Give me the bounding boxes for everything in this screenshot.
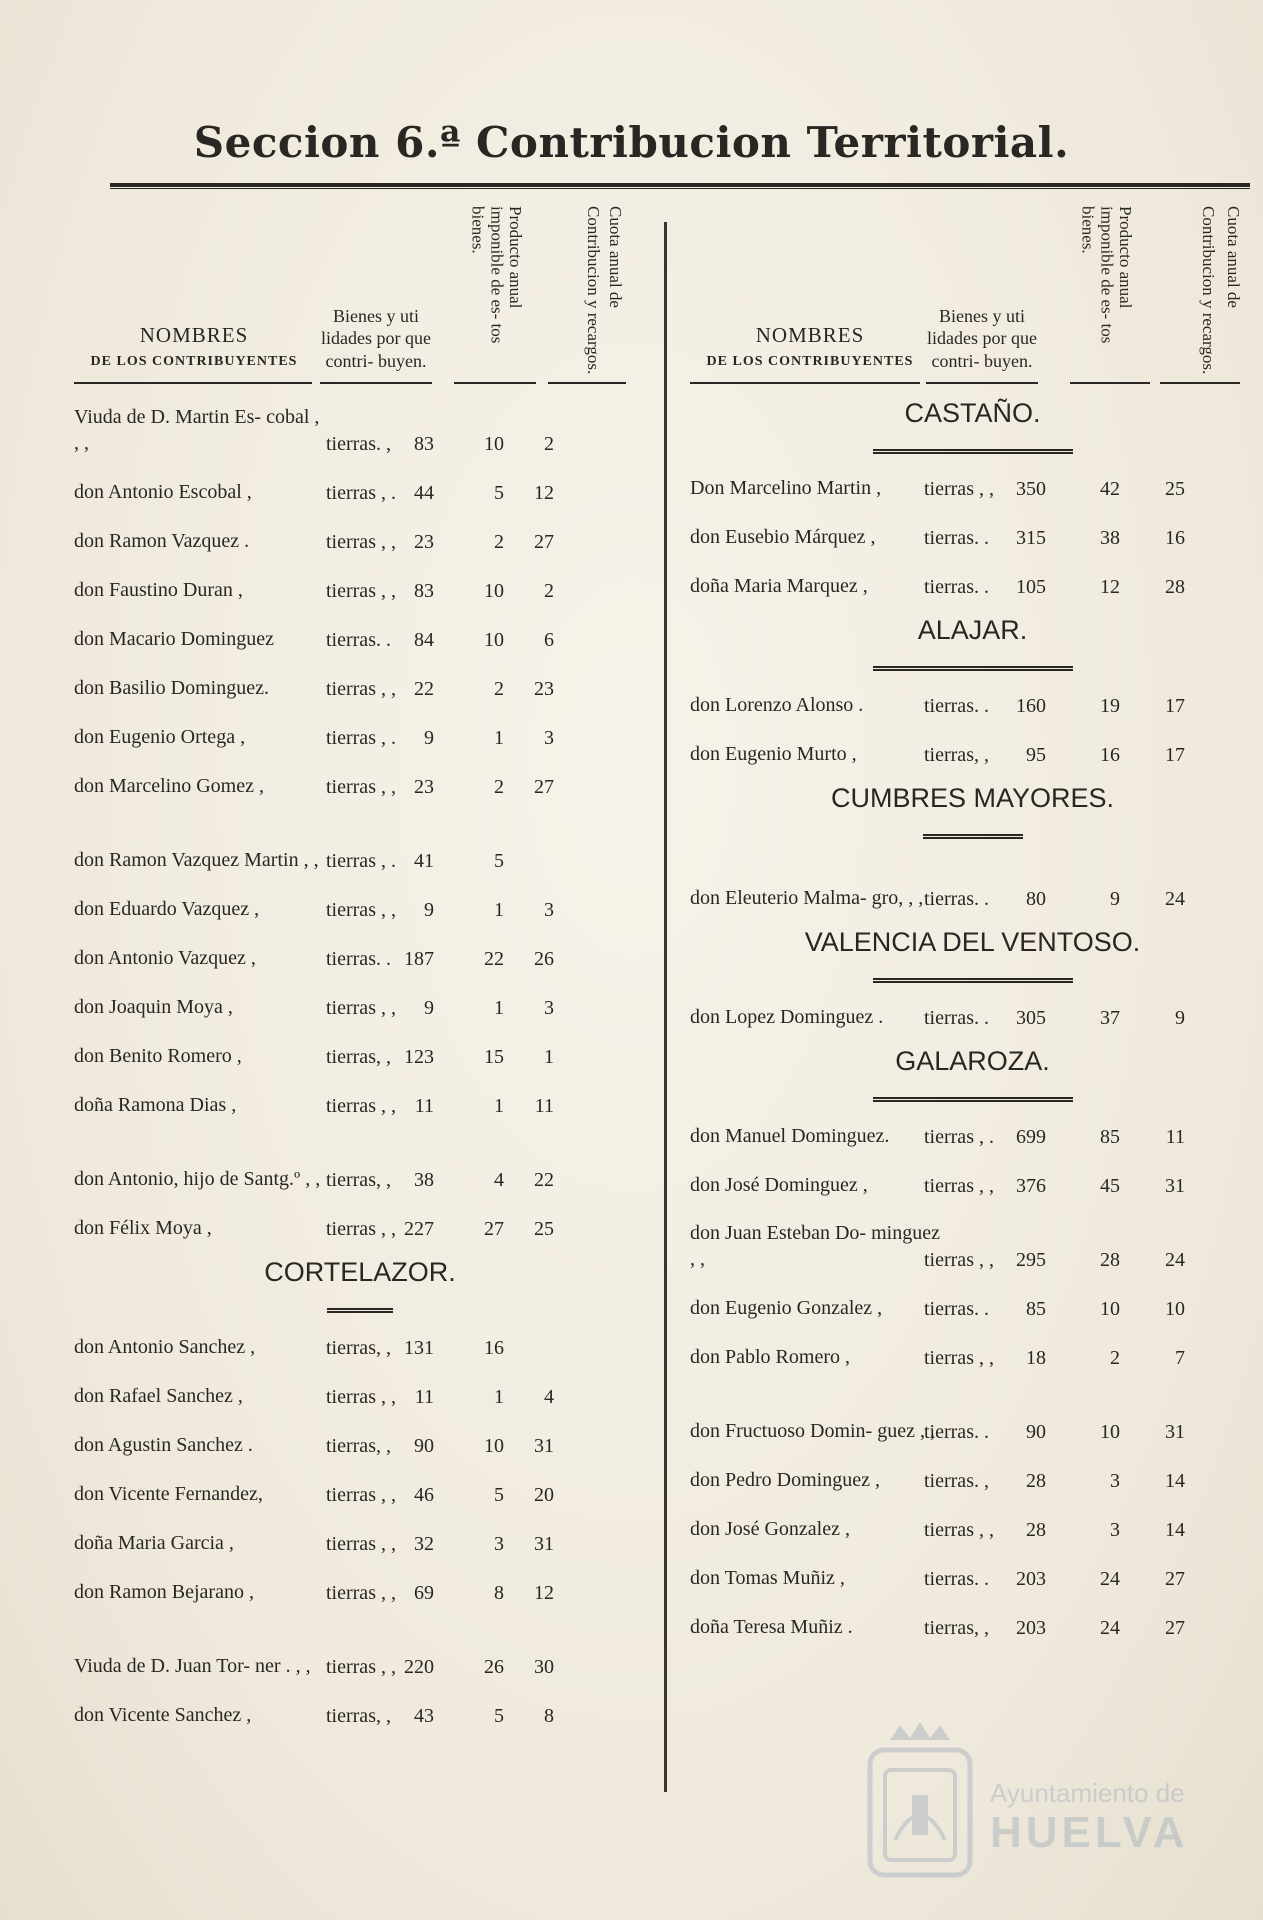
bienes-cell: tierras. , bbox=[326, 433, 391, 455]
producto-cell: 32 bbox=[414, 1533, 434, 1555]
table-row bbox=[690, 1206, 1255, 1280]
bienes-cell: tierras , . bbox=[326, 727, 396, 749]
contribucion-cell: 45 bbox=[1100, 1175, 1120, 1197]
producto-cell: 160 bbox=[1016, 695, 1046, 717]
producto-cell: 203 bbox=[1016, 1617, 1046, 1639]
cuota-cell: 28 bbox=[1165, 576, 1185, 598]
table-row bbox=[690, 1157, 1255, 1206]
contribucion-cell: 10 bbox=[484, 629, 504, 651]
contributor-name: don Antonio, hijo de Santg.º , , bbox=[74, 1168, 321, 1190]
producto-cell: 28 bbox=[1026, 1470, 1046, 1492]
producto-cell: 350 bbox=[1016, 478, 1046, 500]
cuota-cell: 11 bbox=[534, 1095, 554, 1117]
contribucion-cell: 85 bbox=[1100, 1126, 1120, 1148]
contributor-name: Viuda de D. Juan Tor- ner . , , bbox=[74, 1655, 311, 1677]
bienes-cell: tierras , , bbox=[326, 1386, 396, 1408]
coat-of-arms-icon bbox=[860, 1720, 980, 1885]
cuota-cell: 4 bbox=[544, 1386, 554, 1408]
bienes-cell: tierras , , bbox=[326, 1218, 396, 1240]
bienes-cell: tierras, , bbox=[924, 1617, 989, 1639]
cuota-cell: 23 bbox=[534, 678, 554, 700]
bienes-cell: tierras , , bbox=[924, 478, 994, 500]
contributor-name: don Manuel Dominguez. bbox=[690, 1125, 890, 1147]
bienes-cell: tierras, , bbox=[326, 1169, 391, 1191]
contributor-name: don Eduardo Vazquez , bbox=[74, 898, 260, 920]
producto-cell: 44 bbox=[414, 482, 434, 504]
cuota-cell: 20 bbox=[534, 1484, 554, 1506]
contributor-name: don Lorenzo Alonso . bbox=[690, 694, 864, 716]
producto-cell: 90 bbox=[414, 1435, 434, 1457]
section-cortelazor: CORTELAZOR. bbox=[74, 1249, 646, 1319]
cuota-header: Cuota anual de bbox=[606, 206, 625, 308]
cuota-cell: 24 bbox=[1165, 888, 1185, 910]
bienes-cell: tierras , , bbox=[924, 1175, 994, 1197]
contributor-name: don Macario Dominguez bbox=[74, 628, 274, 650]
bienes-cell: tierras , , bbox=[326, 1533, 396, 1555]
right-rows bbox=[690, 390, 1255, 1648]
contribucion-cell: 2 bbox=[1110, 1347, 1120, 1369]
contribucion-cell: 2 bbox=[494, 776, 504, 798]
producto-cell: 69 bbox=[414, 1582, 434, 1604]
names-header: NOMBRES DE LOS CONTRIBUYENTES bbox=[706, 322, 914, 369]
table-row bbox=[74, 1417, 646, 1466]
cuota-cell: 16 bbox=[1165, 527, 1185, 549]
huelva-watermark: Ayuntamiento de HUELVA bbox=[860, 1720, 1200, 1890]
bienes-cell: tierras , , bbox=[326, 1484, 396, 1506]
cuota-cell: 27 bbox=[1165, 1617, 1185, 1639]
contributor-name: don Ramon Bejarano , bbox=[74, 1581, 254, 1603]
table-row bbox=[74, 1028, 646, 1077]
producto-cell: 41 bbox=[414, 850, 434, 872]
cuota-cell: 31 bbox=[534, 1435, 554, 1457]
cuota-cell: 25 bbox=[534, 1218, 554, 1240]
cuota-cell: 10 bbox=[1165, 1298, 1185, 1320]
bienes-cell: tierras , , bbox=[924, 1519, 994, 1541]
bienes-header: Bienes y uti lidades por que contri- buyen. bbox=[321, 305, 431, 371]
bienes-cell: tierras. . bbox=[924, 576, 989, 598]
contribucion-cell: 37 bbox=[1100, 1007, 1120, 1029]
left-rows bbox=[74, 390, 646, 1249]
table-row bbox=[690, 1599, 1255, 1648]
contributor-name: don Antonio Vazquez , bbox=[74, 947, 256, 969]
table-row bbox=[74, 881, 646, 930]
table-row bbox=[74, 513, 646, 562]
producto-cell: 38 bbox=[414, 1169, 434, 1191]
contributor-name: don Eugenio Ortega , bbox=[74, 726, 246, 748]
bienes-cell: tierras, , bbox=[326, 1046, 391, 1068]
contributor-name: don José Dominguez , bbox=[690, 1174, 868, 1196]
producto-cell: 83 bbox=[414, 580, 434, 602]
table-row bbox=[74, 562, 646, 611]
bienes-cell: tierras , , bbox=[326, 1656, 396, 1678]
left-column bbox=[74, 200, 646, 1736]
contribucion-cell: 3 bbox=[1110, 1470, 1120, 1492]
table-row bbox=[690, 726, 1255, 775]
producto-cell: 90 bbox=[1026, 1421, 1046, 1443]
bienes-cell: tierras, , bbox=[326, 1705, 391, 1727]
producto-cell: 295 bbox=[1016, 1249, 1046, 1271]
producto-cell: 9 bbox=[424, 997, 434, 1019]
table-row bbox=[74, 660, 646, 709]
bienes-cell: tierras. . bbox=[924, 888, 989, 910]
cuota-cell: 2 bbox=[544, 580, 554, 602]
contributor-name: don Eusebio Márquez , bbox=[690, 526, 876, 548]
contributor-name: don Rafael Sanchez , bbox=[74, 1385, 243, 1407]
bienes-cell: tierras. , bbox=[924, 1470, 989, 1492]
contributor-name: don Ramon Vazquez Martin , , bbox=[74, 849, 319, 871]
contribucion-cell: 42 bbox=[1100, 478, 1120, 500]
producto-cell: 376 bbox=[1016, 1175, 1046, 1197]
contributor-name: don Antonio Sanchez , bbox=[74, 1336, 256, 1358]
producto-cell: 18 bbox=[1026, 1347, 1046, 1369]
table-row bbox=[74, 1466, 646, 1515]
contributor-name: don Pedro Dominguez , bbox=[690, 1469, 880, 1491]
table-row bbox=[690, 1501, 1255, 1550]
table-row bbox=[690, 989, 1255, 1038]
contributor-name: don Juan Esteban Do- minguez , , bbox=[690, 1222, 940, 1270]
cuota-cell: 31 bbox=[1165, 1421, 1185, 1443]
table-row bbox=[74, 464, 646, 513]
contributor-name: don Basilio Dominguez. bbox=[74, 677, 269, 699]
bienes-cell: tierras , , bbox=[326, 899, 396, 921]
bienes-cell: tierras , . bbox=[924, 1126, 994, 1148]
bienes-cell: tierras , , bbox=[326, 1095, 396, 1117]
producto-cell: 84 bbox=[414, 629, 434, 651]
bienes-cell: tierras. . bbox=[326, 948, 391, 970]
contributor-name: don Tomas Muñiz , bbox=[690, 1567, 845, 1589]
contribucion-cell: 15 bbox=[484, 1046, 504, 1068]
bienes-cell: tierras , , bbox=[326, 1582, 396, 1604]
bienes-cell: tierras , , bbox=[326, 580, 396, 602]
contribucion-cell: 10 bbox=[484, 580, 504, 602]
producto-cell: 9 bbox=[424, 899, 434, 921]
table-row bbox=[74, 390, 646, 464]
cuota-cell: 11 bbox=[1165, 1126, 1185, 1148]
table-row bbox=[690, 677, 1255, 726]
producto-cell: 305 bbox=[1016, 1007, 1046, 1029]
bienes-cell: tierras, , bbox=[326, 1435, 391, 1457]
contribucion-cell: 10 bbox=[1100, 1298, 1120, 1320]
table-header bbox=[74, 200, 646, 390]
cuota-cell: 3 bbox=[544, 899, 554, 921]
bienes-cell: tierras. . bbox=[924, 695, 989, 717]
table-row bbox=[74, 1564, 646, 1613]
producto-cell: 43 bbox=[414, 1705, 434, 1727]
bienes-cell: tierras, , bbox=[326, 1337, 391, 1359]
bienes-cell: tierras , . bbox=[326, 850, 396, 872]
table-row bbox=[74, 930, 646, 979]
contributor-name: Don Marcelino Martin , bbox=[690, 477, 882, 499]
contribucion-cell: 38 bbox=[1100, 527, 1120, 549]
contrib-header: Contribucion y recargos. bbox=[584, 206, 603, 375]
producto-header: Producto anual imponible de es- tos bienes. bbox=[1078, 206, 1135, 344]
contributor-name: don Marcelino Gomez , bbox=[74, 775, 264, 797]
table-header bbox=[690, 200, 1255, 390]
contribucion-cell: 5 bbox=[494, 482, 504, 504]
contribucion-cell: 4 bbox=[494, 1169, 504, 1191]
contribucion-cell: 5 bbox=[494, 1705, 504, 1727]
cuota-cell: 14 bbox=[1165, 1519, 1185, 1541]
contribucion-cell: 26 bbox=[484, 1656, 504, 1678]
bienes-cell: tierras , , bbox=[326, 997, 396, 1019]
producto-cell: 11 bbox=[414, 1386, 434, 1408]
contribucion-cell: 24 bbox=[1100, 1617, 1120, 1639]
table-row bbox=[74, 709, 646, 758]
contributor-name: don Eugenio Gonzalez , bbox=[690, 1297, 883, 1319]
bienes-cell: tierras , , bbox=[326, 776, 396, 798]
cuota-cell: 27 bbox=[534, 776, 554, 798]
left-rows-cortelazor bbox=[74, 1319, 646, 1736]
producto-cell: 85 bbox=[1026, 1298, 1046, 1320]
right-column bbox=[690, 200, 1255, 1648]
producto-cell: 28 bbox=[1026, 1519, 1046, 1541]
cuota-cell: 17 bbox=[1165, 744, 1185, 766]
contributor-name: don Benito Romero , bbox=[74, 1045, 242, 1067]
section-heading: CASTAÑO. bbox=[690, 390, 1255, 460]
producto-cell: 22 bbox=[414, 678, 434, 700]
producto-cell: 315 bbox=[1016, 527, 1046, 549]
contribucion-cell: 1 bbox=[494, 1386, 504, 1408]
cuota-cell: 22 bbox=[534, 1169, 554, 1191]
contribucion-cell: 9 bbox=[1110, 888, 1120, 910]
table-row bbox=[74, 1368, 646, 1417]
contribucion-cell: 2 bbox=[494, 531, 504, 553]
table-row bbox=[74, 758, 646, 807]
cuota-cell: 25 bbox=[1165, 478, 1185, 500]
producto-cell: 46 bbox=[414, 1484, 434, 1506]
contribucion-cell: 1 bbox=[494, 997, 504, 1019]
producto-cell: 9 bbox=[424, 727, 434, 749]
table-row bbox=[74, 979, 646, 1028]
cuota-cell: 14 bbox=[1165, 1470, 1185, 1492]
contribucion-cell: 1 bbox=[494, 899, 504, 921]
contributor-name: don Pablo Romero , bbox=[690, 1346, 850, 1368]
contribucion-cell: 2 bbox=[494, 678, 504, 700]
contributor-name: don Lopez Dominguez . bbox=[690, 1006, 884, 1028]
title-rule bbox=[110, 183, 1250, 189]
producto-cell: 23 bbox=[414, 531, 434, 553]
cuota-cell: 31 bbox=[1165, 1175, 1185, 1197]
contributor-name: don Félix Moya , bbox=[74, 1217, 212, 1239]
bienes-cell: tierras , , bbox=[924, 1249, 994, 1271]
contribucion-cell: 5 bbox=[494, 850, 504, 872]
producto-cell: 227 bbox=[404, 1218, 434, 1240]
cuota-cell: 3 bbox=[544, 997, 554, 1019]
cuota-cell: 27 bbox=[1165, 1568, 1185, 1590]
contributor-name: don Vicente Fernandez, bbox=[74, 1483, 263, 1505]
producto-cell: 23 bbox=[414, 776, 434, 798]
cuota-cell: 31 bbox=[534, 1533, 554, 1555]
contribucion-cell: 1 bbox=[494, 727, 504, 749]
cuota-header: Cuota anual de bbox=[1224, 206, 1243, 308]
cuota-cell: 6 bbox=[544, 629, 554, 651]
producto-cell: 131 bbox=[404, 1337, 434, 1359]
table-row bbox=[690, 1108, 1255, 1157]
contribucion-cell: 27 bbox=[484, 1218, 504, 1240]
contributor-name: Viuda de D. Martin Es- cobal , , , bbox=[74, 406, 320, 454]
table-row bbox=[74, 1687, 646, 1736]
contributor-name: don Antonio Escobal , bbox=[74, 481, 252, 503]
bienes-cell: tierras. . bbox=[924, 527, 989, 549]
contribucion-cell: 3 bbox=[494, 1533, 504, 1555]
producto-cell: 203 bbox=[1016, 1568, 1046, 1590]
table-row bbox=[690, 845, 1255, 919]
table-row bbox=[74, 1126, 646, 1200]
section-heading: VALENCIA DEL VENTOSO. bbox=[690, 919, 1255, 989]
contribucion-cell: 10 bbox=[484, 1435, 504, 1457]
section-heading: CUMBRES MAYORES. bbox=[690, 775, 1255, 845]
bienes-cell: tierras. . bbox=[326, 629, 391, 651]
cuota-cell: 7 bbox=[1175, 1347, 1185, 1369]
table-row bbox=[74, 1515, 646, 1564]
contribucion-cell: 1 bbox=[494, 1095, 504, 1117]
table-row bbox=[690, 1452, 1255, 1501]
bienes-cell: tierras. . bbox=[924, 1568, 989, 1590]
cuota-cell: 17 bbox=[1165, 695, 1185, 717]
contributor-name: doña Maria Marquez , bbox=[690, 575, 868, 597]
contribucion-cell: 16 bbox=[484, 1337, 504, 1359]
table-row bbox=[690, 509, 1255, 558]
contrib-header: Contribucion y recargos. bbox=[1199, 206, 1218, 375]
contributor-name: don Fructuoso Domin- guez , , bbox=[690, 1420, 935, 1442]
column-divider bbox=[664, 222, 667, 1792]
contribucion-cell: 10 bbox=[1100, 1421, 1120, 1443]
contributor-name: don José Gonzalez , bbox=[690, 1518, 850, 1540]
contribucion-cell: 19 bbox=[1100, 695, 1120, 717]
table-row bbox=[74, 807, 646, 881]
producto-cell: 187 bbox=[404, 948, 434, 970]
bienes-cell: tierras, , bbox=[924, 744, 989, 766]
contributor-name: don Vicente Sanchez , bbox=[74, 1704, 252, 1726]
table-row bbox=[74, 1077, 646, 1126]
page-title: Seccion 6.ª Contribucion Territorial. bbox=[193, 118, 1070, 167]
contribucion-cell: 16 bbox=[1100, 744, 1120, 766]
bienes-header: Bienes y uti lidades por que contri- buyen. bbox=[927, 305, 1037, 371]
producto-header: Producto anual imponible de es- tos bienes. bbox=[468, 206, 525, 344]
contribucion-cell: 24 bbox=[1100, 1568, 1120, 1590]
cuota-cell: 9 bbox=[1175, 1007, 1185, 1029]
contribucion-cell: 28 bbox=[1100, 1249, 1120, 1271]
producto-cell: 95 bbox=[1026, 744, 1046, 766]
producto-cell: 123 bbox=[404, 1046, 434, 1068]
cuota-cell: 2 bbox=[544, 433, 554, 455]
cuota-cell: 8 bbox=[544, 1705, 554, 1727]
contributor-name: don Joaquin Moya , bbox=[74, 996, 233, 1018]
table-row bbox=[690, 460, 1255, 509]
contributor-name: don Faustino Duran , bbox=[74, 579, 243, 601]
bienes-cell: tierras , . bbox=[326, 482, 396, 504]
cuota-cell: 3 bbox=[544, 727, 554, 749]
bienes-cell: tierras , , bbox=[326, 678, 396, 700]
producto-cell: 80 bbox=[1026, 888, 1046, 910]
table-row bbox=[690, 1378, 1255, 1452]
cuota-cell: 24 bbox=[1165, 1249, 1185, 1271]
contribucion-cell: 10 bbox=[484, 433, 504, 455]
table-row bbox=[690, 1329, 1255, 1378]
contributor-name: doña Ramona Dias , bbox=[74, 1094, 237, 1116]
contribucion-cell: 3 bbox=[1110, 1519, 1120, 1541]
table-row bbox=[690, 558, 1255, 607]
contributor-name: don Agustin Sanchez . bbox=[74, 1434, 253, 1456]
table-row bbox=[74, 1613, 646, 1687]
cuota-cell: 1 bbox=[544, 1046, 554, 1068]
producto-cell: 11 bbox=[414, 1095, 434, 1117]
cuota-cell: 12 bbox=[534, 1582, 554, 1604]
cuota-cell: 30 bbox=[534, 1656, 554, 1678]
bienes-cell: tierras. . bbox=[924, 1007, 989, 1029]
producto-cell: 220 bbox=[404, 1656, 434, 1678]
contribucion-cell: 12 bbox=[1100, 576, 1120, 598]
section-heading: GALAROZA. bbox=[690, 1038, 1255, 1108]
bienes-cell: tierras. . bbox=[924, 1421, 989, 1443]
contributor-name: doña Teresa Muñiz . bbox=[690, 1616, 853, 1638]
producto-cell: 105 bbox=[1016, 576, 1046, 598]
names-header: NOMBRES DE LOS CONTRIBUYENTES bbox=[90, 322, 298, 369]
cuota-cell: 26 bbox=[534, 948, 554, 970]
table-row bbox=[690, 1280, 1255, 1329]
bienes-cell: tierras. . bbox=[924, 1298, 989, 1320]
producto-cell: 83 bbox=[414, 433, 434, 455]
contributor-name: don Eleuterio Malma- gro, , , bbox=[690, 887, 924, 909]
table-row bbox=[74, 611, 646, 660]
bienes-cell: tierras , , bbox=[924, 1347, 994, 1369]
cuota-cell: 12 bbox=[534, 482, 554, 504]
contributor-name: don Eugenio Murto , bbox=[690, 743, 857, 765]
contributor-name: don Ramon Vazquez . bbox=[74, 530, 250, 552]
bienes-cell: tierras , , bbox=[326, 531, 396, 553]
contribucion-cell: 8 bbox=[494, 1582, 504, 1604]
table-row bbox=[74, 1319, 646, 1368]
contributor-name: doña Maria Garcia , bbox=[74, 1532, 234, 1554]
section-heading: ALAJAR. bbox=[690, 607, 1255, 677]
table-row bbox=[690, 1550, 1255, 1599]
producto-cell: 699 bbox=[1016, 1126, 1046, 1148]
contribucion-cell: 22 bbox=[484, 948, 504, 970]
cuota-cell: 27 bbox=[534, 531, 554, 553]
table-row bbox=[74, 1200, 646, 1249]
contribucion-cell: 5 bbox=[494, 1484, 504, 1506]
